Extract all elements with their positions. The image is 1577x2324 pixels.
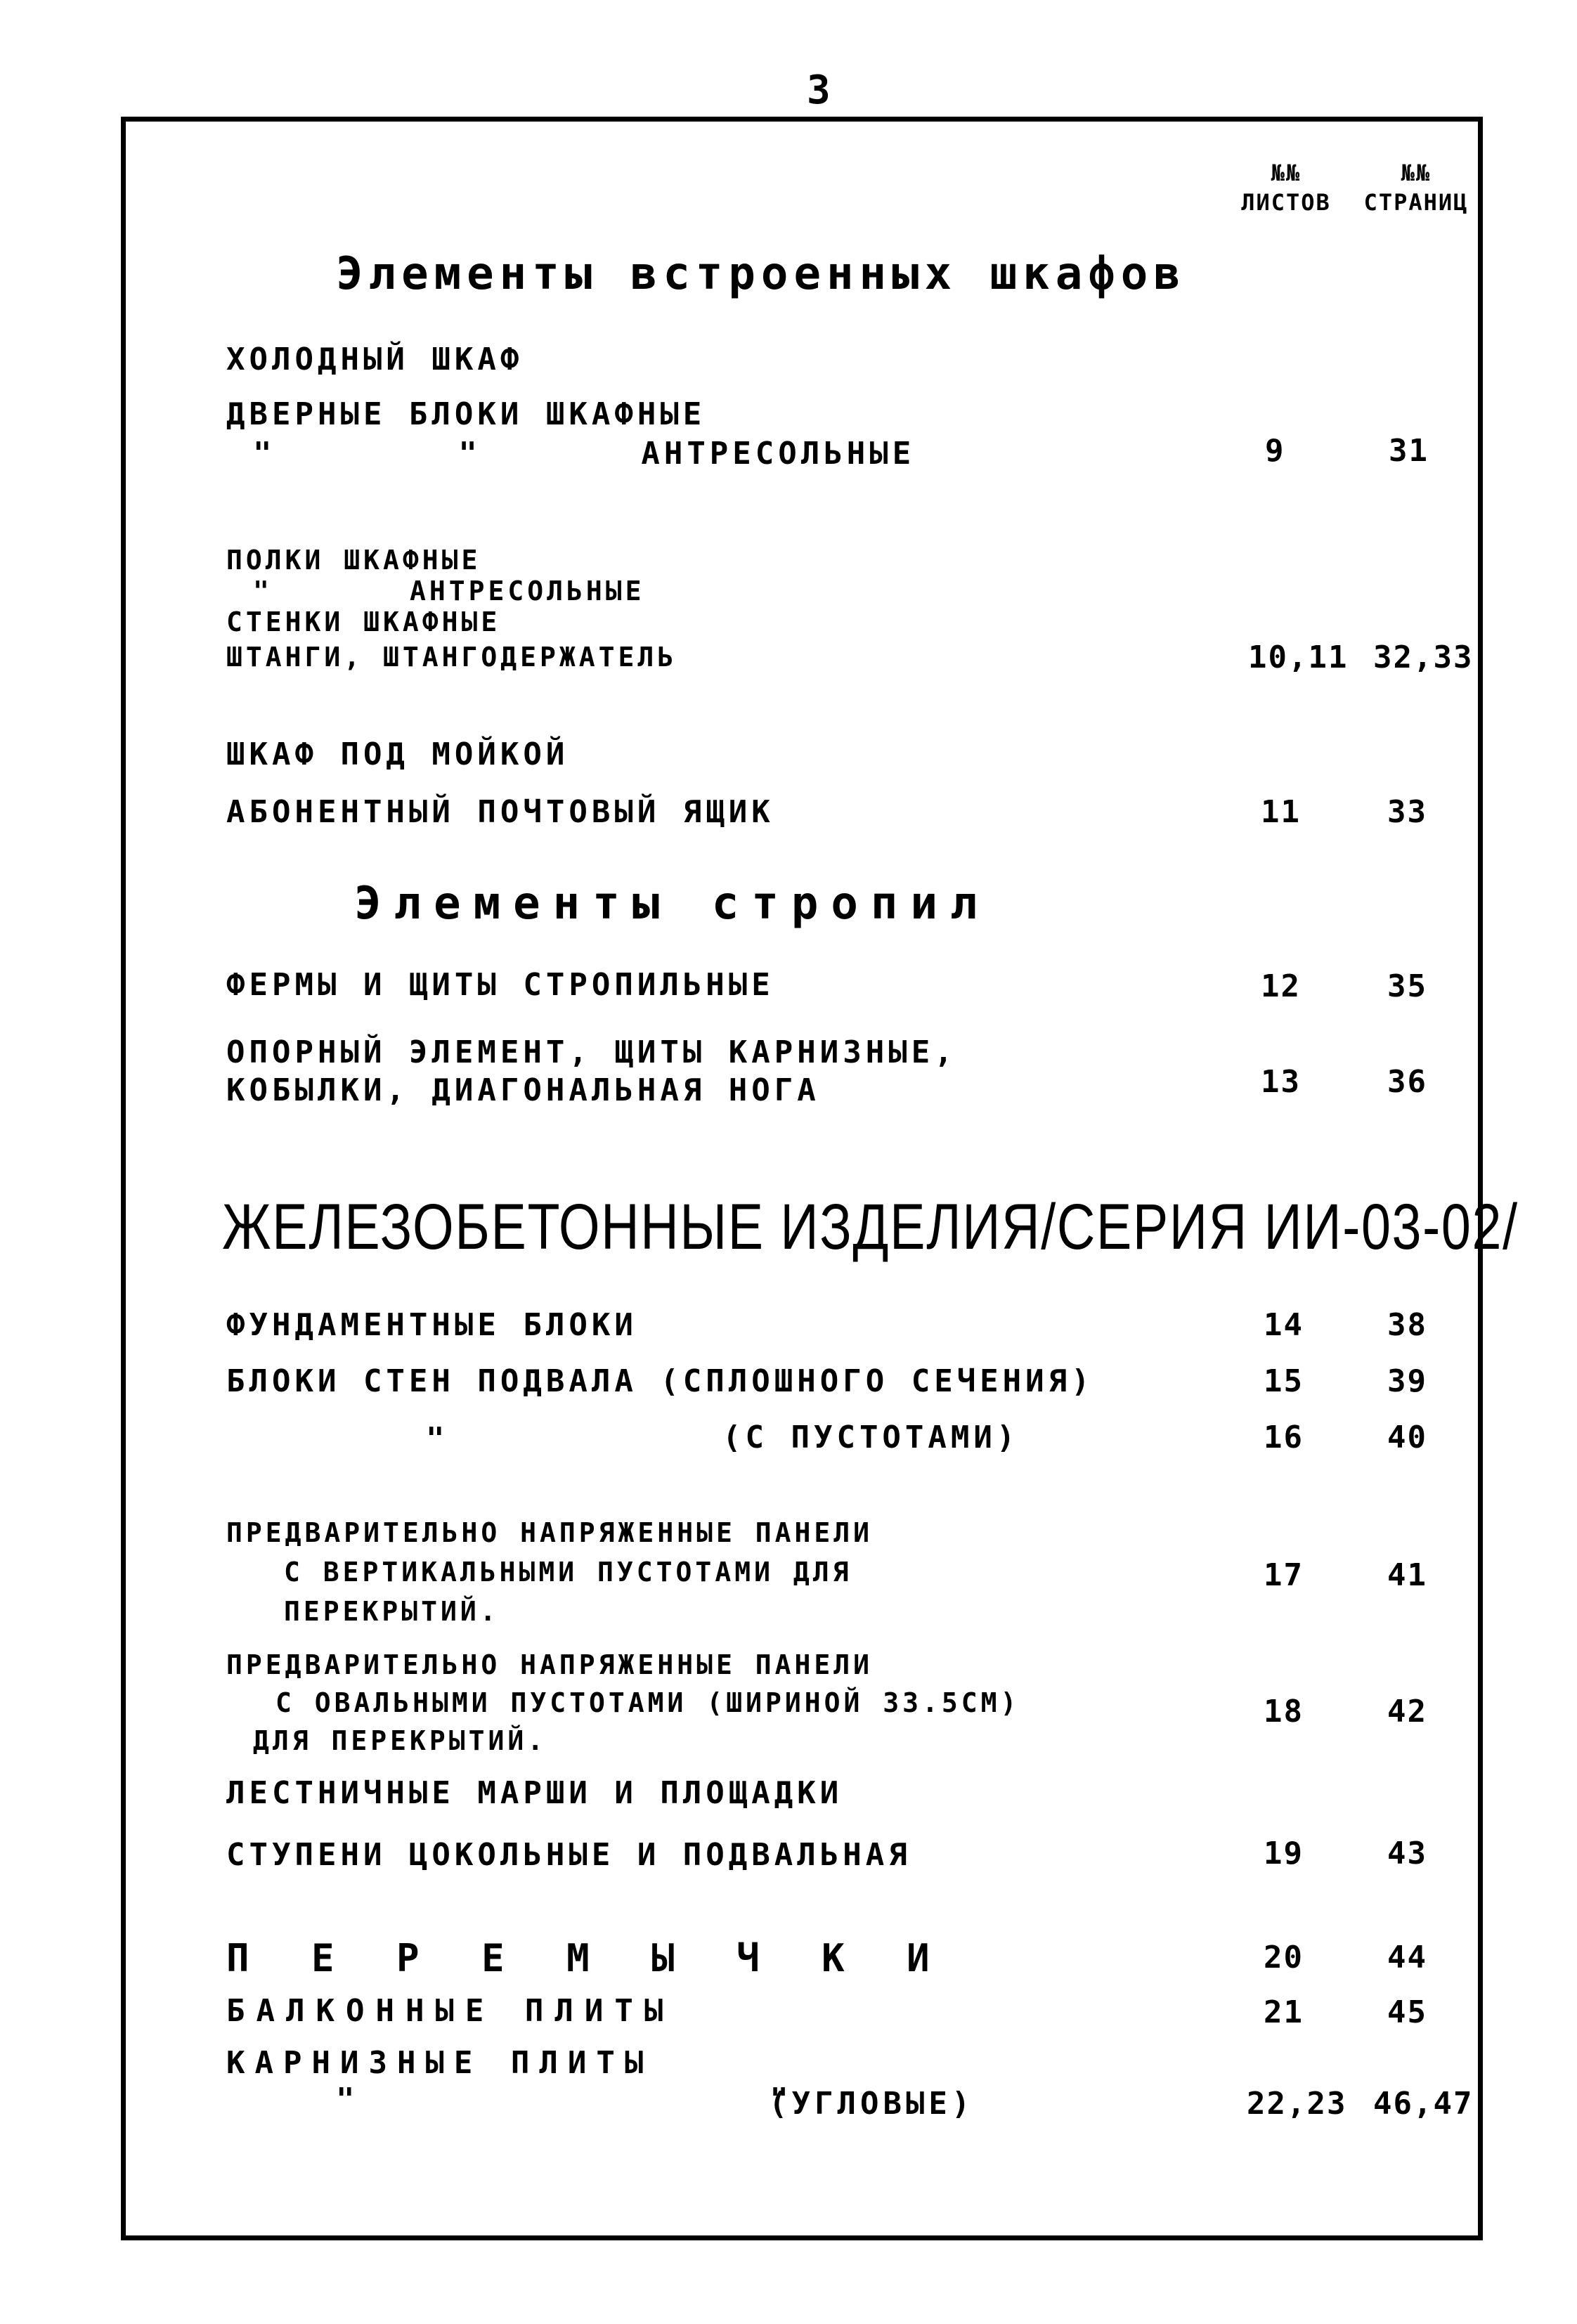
item-shelves: ПОЛКИ ШКАФНЫЕ [226,545,481,576]
page-ref: 36 [1387,1064,1427,1100]
item-sink-cabinet: ШКАФ ПОД МОЙКОЙ [226,736,569,772]
sheet-number: 17 [1264,1557,1304,1593]
page-ref: 46,47 [1373,2086,1474,2122]
item-panels-oval: ПРЕДВАРИТЕЛЬНО НАПРЯЖЕННЫЕ ПАНЕЛИ [226,1649,873,1680]
item-basement-ditto: " [426,1421,449,1457]
column-header-pages: №№ СТРАНИЦ [1363,160,1469,216]
sheet-number: 12 [1261,968,1301,1004]
page-number: 3 [807,67,831,113]
item-support-cont: КОБЫЛКИ, ДИАГОНАЛЬНАЯ НОГА [226,1072,820,1108]
item-door-boxes: ДВЕРНЫЕ БЛОКИ ШКАФНЫЕ [226,396,706,432]
sheet-number: 20 [1264,1940,1304,1975]
section-title-rafters: Элементы стропил [354,878,990,930]
page-ref: 31 [1389,433,1429,469]
item-cornice: КАРНИЗНЫЕ ПЛИТЫ [226,2045,654,2081]
page-ref: 32,33 [1373,640,1474,675]
sheet-number: 19 [1264,1836,1304,1871]
page-ref: 43 [1387,1836,1427,1871]
sheet-number: 15 [1264,1363,1304,1399]
page-ref: 45 [1387,1994,1427,2030]
item-cornice-ditto: " " [336,2082,793,2117]
sheet-number: 22,23 [1247,2086,1347,2122]
sheet-number: 21 [1264,1994,1304,2030]
item-panels-vertical-cont: ПЕРЕКРЫТИЙ. [284,1596,500,1627]
item-steps: СТУПЕНИ ЦОКОЛЬНЫЕ И ПОДВАЛЬНАЯ [226,1837,911,1873]
sheet-number: 14 [1264,1307,1304,1343]
sheet-number: 9 [1265,433,1285,469]
page-ref: 33 [1387,794,1427,830]
item-mailbox: АБОНЕНТНЫЙ ПОЧТОВЫЙ ЯЩИК [226,794,774,830]
item-foundation: ФУНДАМЕНТНЫЕ БЛОКИ [226,1307,637,1343]
page-ref: 44 [1387,1940,1427,1975]
item-rods: ШТАНГИ, ШТАНГОДЕРЖАТЕЛЬ [226,642,677,673]
item-cold-cabinet: ХОЛОДНЫЙ ШКАФ [226,342,524,377]
item-balcony: БАЛКОННЫЕ ПЛИТЫ [226,1993,675,2029]
item-door-boxes-ditto: " " АНТРЕСОЛЬНЫЕ [253,436,916,472]
sheet-number: 11 [1261,794,1301,830]
page-ref: 38 [1387,1307,1427,1343]
page-ref: 42 [1387,1694,1427,1729]
page-ref: 41 [1387,1557,1427,1593]
section-title-concrete: ЖЕЛЕЗОБЕТОННЫЕ ИЗДЕЛИЯ/СЕРИЯ ИИ-03-02/ [222,1191,1519,1263]
page-ref: 40 [1387,1420,1427,1455]
item-lintels: П Е Р Е М Ы Ч К И [226,1936,949,1980]
item-panels-oval-cont: ДЛЯ ПЕРЕКРЫТИЙ. [253,1725,547,1756]
page-ref: 39 [1387,1363,1427,1399]
item-trusses: ФЕРМЫ И ЩИТЫ СТРОПИЛЬНЫЕ [226,967,774,1003]
sheet-number: 18 [1264,1694,1304,1729]
section-title-built-in: Элементы встроенных шкафов [336,248,1186,300]
sheet-number: 13 [1261,1064,1301,1100]
item-corner: (УГЛОВЫЕ) [769,2086,975,2122]
item-walls: СТЕНКИ ШКАФНЫЕ [226,606,501,637]
item-stairs: ЛЕСТНИЧНЫЕ МАРШИ И ПЛОЩАДКИ [226,1775,843,1811]
item-basement-walls: БЛОКИ СТЕН ПОДВАЛА (СПЛОШНОГО СЕЧЕНИЯ) [226,1363,1094,1399]
item-support: ОПОРНЫЙ ЭЛЕМЕНТ, ЩИТЫ КАРНИЗНЫЕ, [226,1034,957,1070]
column-header-sheets: №№ ЛИСТОВ [1241,160,1331,216]
page-ref: 35 [1387,968,1427,1004]
item-shelves-ditto: " АНТРЕСОЛЬНЫЕ [253,576,645,606]
item-panels-vertical: ПРЕДВАРИТЕЛЬНО НАПРЯЖЕННЫЕ ПАНЕЛИ [226,1517,873,1548]
item-hollow: (С ПУСТОТАМИ) [722,1420,1020,1455]
sheet-number: 10,11 [1248,640,1349,675]
item-panels-vertical-cont: С ВЕРТИКАЛЬНЫМИ ПУСТОТАМИ ДЛЯ [284,1557,852,1588]
item-panels-oval-cont: С ОВАЛЬНЫМИ ПУСТОТАМИ (ШИРИНОЙ 33.5СМ) [275,1687,1020,1718]
sheet-number: 16 [1264,1420,1304,1455]
